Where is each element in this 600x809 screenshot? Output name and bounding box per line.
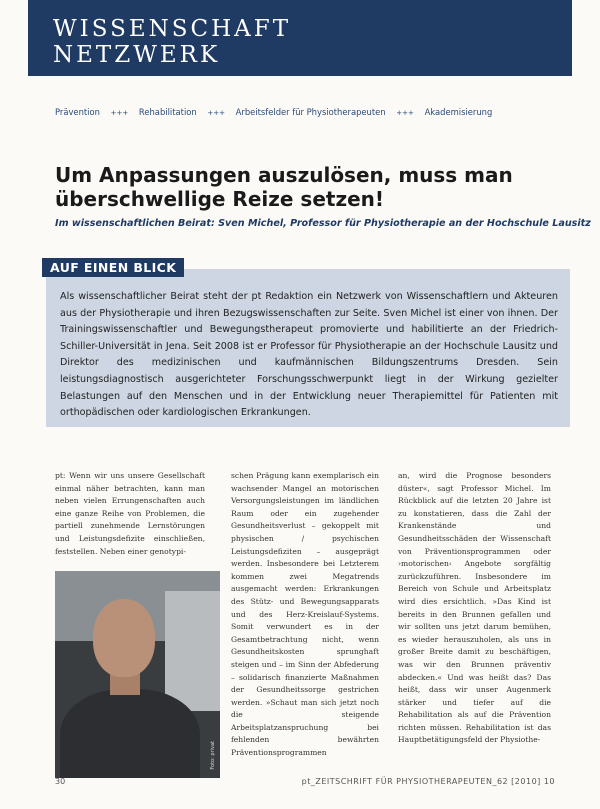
nav-separator: +++ [396,109,414,117]
nav-item-rehabilitation[interactable]: Rehabilitation [138,107,197,117]
nav-separator: +++ [207,109,225,117]
photo-window [165,591,220,711]
masthead [28,0,572,76]
masthead-line-1: WISSENSCHAFT [53,16,292,42]
column-text: pt: Wenn wir uns unsere Gesellschaft einmal näher betrachten, kann man neben vielen Errungenschaften auch eine ganze Reihe von Problemen, die partiell zunehmende Lernstörungen und Leistungsdefizite einschließen, feststellen. Neben einer genotypi- [55,471,205,556]
column-text: an, wird die Prognose besonders düster«, sagt Professor Michel. Im Rückblick auf die letzten 20 Jahre ist zu konstatieren, dass die Zahl der Krankenstände und Gesundheitsschäden der Wissenschaft von Präventionsprogrammen oder ›motorischen‹ Angebote sorgfältig zurückzuführen. Insbesondere im Bereich von Schule und Arbeitsplatz wird dies ersichtlich. »Das Kind ist bereits in den Brunnen gefallen und wir sollten uns jetzt darum bemühen, es wieder herauszuholen, als uns in großer Breite damit zu beschäftigen, was wir den Brunnen präventiv abdecken.« Und was heißt das? Das heißt, dass wir unser Augenmerk stärker und tiefer auf die Rehabilitation als auf die Prävention richten müssen. Rehabilitation ist das Hauptbetätigungsfeld der Physiothe- [398,471,551,745]
portrait-photo [55,571,220,778]
page-number: 30 [55,777,66,786]
photo-shoulders [60,689,200,778]
text-column-3 [398,470,551,747]
topic-nav [55,107,492,117]
column-text: schen Prägung kann exemplarisch ein wachsender Mangel an motorischen Versorgungsleistungen im ländlichen Raum oder ein zugehender Gesundheitsverlust – gekoppelt mit physischen / psychischen Leistungsdefiziten – ausgeprägt werden. Insbesondere bei Letzterem kommen zwei Megatrends ausgemacht werden: Erkrankungen des Stütz- und Bewegungsapparats und des Herz-Kreislauf-Systems. Somit verwundert es in der Gesamtbetrachtung nicht, wenn Gesundheitskosten sprunghaft steigen und – im Sinn der Abfederung – solidarisch finanzierte Maßnahmen der Gesundheitssorge gestrichen werden. »Schaut man sich jetzt noch die steigende Arbeitsplatzanspruchung bei fehlenden bewährten Präventionsprogrammen [231,471,379,758]
publication-line: pt_ZEITSCHRIFT FÜR PHYSIOTHERAPEUTEN_62 [2010] 10 [301,777,555,786]
article-subline: Im wissenschaftlichen Beirat: Sven Michel, Professor für Physiotherapie an der Hochschule Lausitz [55,218,591,229]
glance-text: Als wissenschaftlicher Beirat steht der pt Redaktion ein Netzwerk von Wissenschaftlern und Akteuren aus der Physiotherapie und ihren Bezugswissenschaften zur Seite. Sven Michel ist einer von ihnen. Der Trainingswissenschaftler und Bewegungstherapeut promovierte und habilitierte an der Friedrich-Schiller-Universität in Jena. Seit 2008 ist er Professor für Physiotherapie an der Hochschule Lausitz und Direktor des medizinischen und kaufmännischen Bildungszentrums Dresden. Sein leistungsdiagnostisch ausgerichteter Forschungsschwerpunkt liegt in der Wirkung gezielter Belastungen auf den Menschen und in der Entwicklung neuer Therapiemittel für Patienten mit orthopädischen oder kardiologischen Erkrankungen. [60,291,558,419]
photo-credit: Foto: privat [210,741,216,770]
nav-item-arbeitsfelder[interactable]: Arbeitsfelder für Physiotherapeuten [235,107,386,117]
nav-item-praevention[interactable]: Prävention [55,107,100,117]
glance-box [46,269,570,427]
text-column-2 [231,470,379,760]
text-column-1 [55,470,205,558]
masthead-line-2: NETZWERK [53,42,221,68]
photo-head [93,599,155,677]
article-headline: Um Anpassungen auszulösen, muss man überschwellige Reize setzen! [55,163,513,211]
glance-tag: AUF EINEN BLICK [42,258,184,277]
nav-separator: +++ [110,109,129,117]
nav-item-akademisierung[interactable]: Akademisierung [424,107,493,117]
